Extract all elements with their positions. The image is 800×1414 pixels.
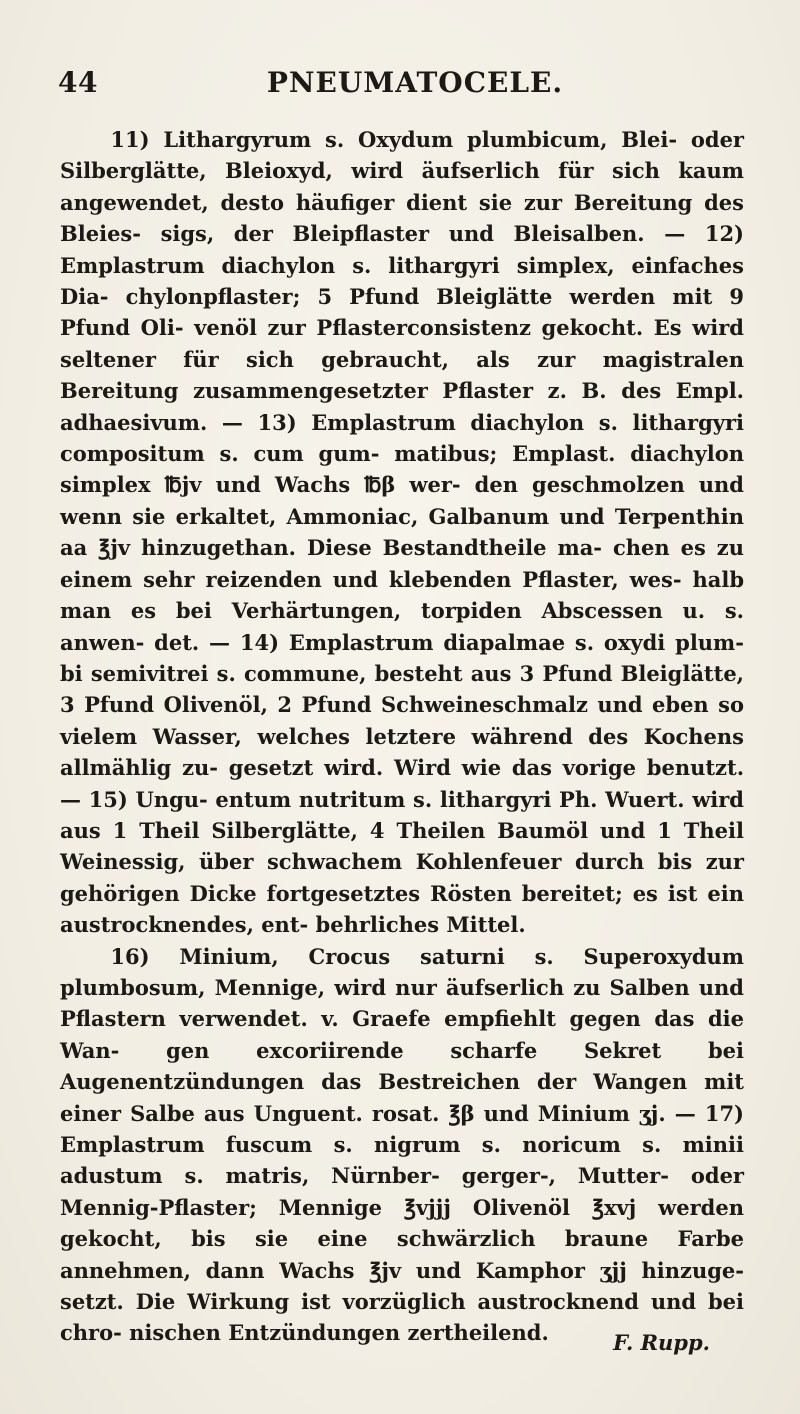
page-header <box>58 66 742 104</box>
author-signature: F. Rupp. <box>613 1330 710 1355</box>
article-body <box>60 124 744 1349</box>
paragraph-minium: 16) Minium, Crocus saturni s. Superoxydum plumbosum, Mennige, wird nur äufserlich zu Salben und Pflastern verwendet. v. Graefe empfiehlt gegen das die Wan- gen excoriirende scharfe Sekret bei Augenentzündungen das Bestreichen der Wangen mit einer Salbe aus Unguent. rosat. ℥β und Minium ʒj. — 17) Emplastrum fuscum s. nigrum s. noricum s. minii adustum s. matris, Nürnber- gerger-, Mutter- oder Mennig-Pflaster; Mennige ℥vjjj Olivenöl ℥xvj werden gekocht, bis sie eine schwärzlich braune Farbe annehmen, dann Wachs ℥jv und Kamphor ʒjj hinzuge- setzt. Die Wirkung ist vorzüglich austrocknend und bei chro- nischen Entzündungen zertheilend. <box>60 943 744 1346</box>
page-number: 44 <box>58 66 98 99</box>
running-title: PNEUMATOCELE. <box>266 66 564 99</box>
paragraph-lithargyrum: 11) Lithargyrum s. Oxydum plumbicum, Blei- oder Silberglätte, Bleioxyd, wird äufserlich für sich kaum angewendet, desto häufiger dient sie zur Bereitung des Bleies- sigs, der Bleipflaster und Bleisalben. — 12) Emplastrum diachylon s. lithargyri simplex, einfaches Dia- chylonpflaster; 5 Pfund Bleiglätte werden mit 9 Pfund Oli- venöl zur Pflasterconsistenz gekocht. Es wird seltener für sich gebraucht, als zur magistralen Bereitung zusammengesetzter Pflaster z. B. des Empl. adhaesivum. — 13) Emplastrum diachylon s. lithargyri compositum s. cum gum- matibus; Emplast. diachylon simplex ℔jv und Wachs ℔β wer- den geschmolzen und wenn sie erkaltet, Ammoniac, Galbanum und Terpenthin aa ℥jv hinzugethan. Diese Bestandtheile ma- chen es zu einem sehr reizenden und klebenden Pflaster, wes- halb man es bei Verhärtungen, torpiden Abscessen u. s. anwen- det. — 14) Emplastrum diapalmae s. oxydi plum- bi semivitrei s. commune, besteht aus 3 Pfund Bleiglätte, 3 Pfund Olivenöl, 2 Pfund Schweineschmalz und eben so vielem Wasser, welches letztere während des Kochens allmählig zu- gesetzt wird. Wird wie das vorige benutzt. — 15) Ungu- entum nutritum s. lithargyri Ph. Wuert. wird aus 1 Theil Silberglätte, 4 Theilen Baumöl und 1 Theil Weinessig, über schwachem Kohlenfeuer durch bis zur gehörigen Dicke fortgesetztes Rösten bereitet; es ist ein austrocknendes, ent- behrliches Mittel. <box>60 127 744 938</box>
